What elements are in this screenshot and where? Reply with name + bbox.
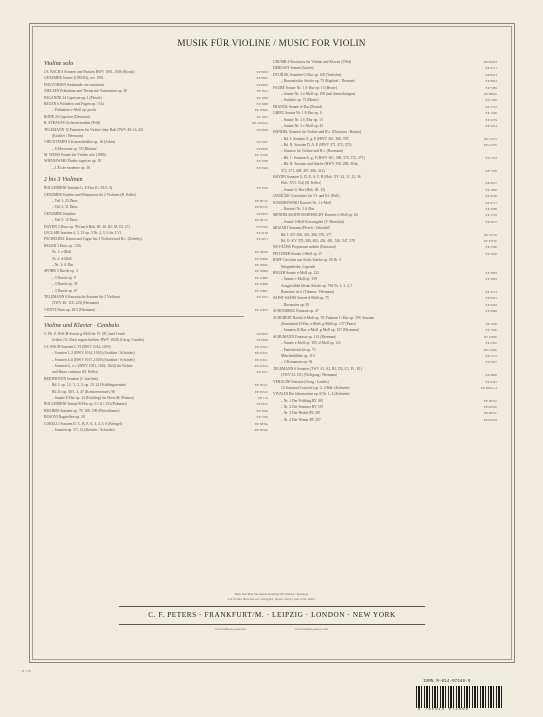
entry-title: – Fantasiestücke op. 73 bbox=[281, 347, 316, 352]
entry-catalogue-number: EP 1906 bbox=[485, 187, 497, 192]
entry-title: M. WEISS Sonate für Violine solo (1985) bbox=[44, 153, 106, 158]
entry-catalogue-number: EP 5811 bbox=[256, 89, 268, 94]
entry-title: KOMAROWSKI Konzert Nr. 1 e-Moll bbox=[273, 200, 331, 205]
entry-title: TELEMANN 6 Sonaten (TWV 41: A2, B1, D2, G1, F1, E1) bbox=[273, 366, 362, 371]
entry-title: RODE 24 Capricen (Davisson) bbox=[44, 114, 90, 119]
entry-title: Bd. I: KV 296, 301–306, 376, 377 bbox=[281, 232, 332, 237]
entry-title: Ausgewählte kleine Stücke op. 79d Nr. 1, 3, 4, 5 bbox=[281, 283, 353, 288]
entry-title: (TWV 40: 118–123) (Hermann) bbox=[52, 301, 100, 306]
entry-title: – Konzert Nr. 2 A-Dur bbox=[281, 206, 315, 211]
entry-catalogue-number: EP 156a bbox=[485, 322, 497, 327]
entry-catalogue-number: EP 2567 bbox=[256, 140, 268, 145]
entry-title: HÄNDEL Sonaten für Violine und B.c. (Davisson / Ramin) bbox=[273, 130, 361, 135]
entry-catalogue-number: EP 3031a bbox=[255, 383, 268, 388]
entry-catalogue-number: EP 8672b bbox=[254, 205, 268, 210]
entry-catalogue-number: EP 2279 bbox=[485, 117, 497, 122]
entry-catalogue-number: EP 10884 bbox=[254, 269, 268, 274]
entry-title: – 3 Romanzen op. 94 bbox=[281, 360, 313, 365]
section-divider bbox=[44, 316, 244, 317]
entry-title: CORELLI Sonaten D, C, B, F, A, 3, 4, 5, 6 (Klengel) bbox=[44, 421, 123, 426]
left-column bbox=[44, 59, 268, 433]
entry-catalogue-number: EP 8679 bbox=[256, 402, 268, 407]
entry-catalogue-number: EP 8681 bbox=[256, 76, 268, 81]
entry-catalogue-number: EP 156b bbox=[485, 328, 497, 333]
entry-title: Romanze in G (Thomas / Hermann) bbox=[281, 290, 335, 295]
entry-catalogue-number: EP 9993a bbox=[484, 91, 497, 96]
entry-catalogue-number: EP 4591d bbox=[254, 364, 268, 369]
entry-title: (früher J.S. Bach zugeschrieben, BWV 1020) (Gerig / Landes) bbox=[52, 338, 145, 343]
entry-catalogue-number: EP 9853 bbox=[256, 70, 268, 74]
entry-catalogue-number: EP 9017 bbox=[485, 181, 497, 186]
entry-title: WIENIAWSKI Études-caprices op. 18 bbox=[44, 159, 102, 164]
entry-catalogue-number: EP 2366b bbox=[483, 347, 497, 352]
entry-title: Märchenbilder op. 113 bbox=[281, 353, 315, 358]
entry-title: – Sonate F-Dur op. 24 (Frühling) für Horn (H. Pfitzner) bbox=[52, 395, 135, 400]
entry-title: Nr. 1: e-Moll bbox=[52, 250, 72, 255]
entry-catalogue-number: EP 4190a-b bbox=[252, 121, 268, 126]
entry-title: – Romantische Stücke op. 75 (Raphael / Thoman) bbox=[281, 79, 355, 84]
entry-title: CRUMB 4 Nocturnes für Violine und Klavier (1964) bbox=[273, 60, 352, 64]
entry-title: (Küchler / Hermann) bbox=[52, 133, 83, 138]
entry-catalogue-number: EP 6060 bbox=[485, 309, 497, 314]
entry-title: SCHUMANN Fantasie op. 131 (Hermann) bbox=[273, 334, 337, 339]
entry-title: – Nr. 3 Der Herbst RV 293 bbox=[281, 411, 321, 416]
entry-title: PAGANINI 24 Capricen op. 1 (Flesch) bbox=[44, 95, 102, 100]
entry-catalogue-number: EP 3985 bbox=[485, 277, 497, 282]
entry-catalogue-number: EP 4591b bbox=[254, 351, 268, 356]
entry-title: – Sonate f-Moll Erstausgabe (Y. Menuhin) bbox=[281, 219, 344, 224]
entry-title: – Bd. II: Sonaten und Stücke (HWV 358, 288, 364a, bbox=[281, 162, 359, 167]
entry-title: – Sonaten op. 5/7–12 (Kreisler / Schröder) bbox=[52, 427, 115, 432]
entry-catalogue-number: EP 9180 bbox=[485, 194, 497, 199]
entry-catalogue-number: EP 4780 bbox=[485, 206, 497, 211]
entry-title: GENZMER Sonatine bbox=[44, 211, 76, 216]
entry-title: – Bd. I: Sonaten A, g, E (HWV 361, 368, 370) bbox=[281, 136, 350, 141]
catalogue-entry bbox=[273, 417, 497, 423]
entry-title: – Nr. 1 Der Frühling RV 269 bbox=[281, 398, 324, 403]
entry-catalogue-number: EP 9055c bbox=[484, 411, 497, 416]
entry-catalogue-number: EP 3983 bbox=[485, 270, 497, 275]
entry-catalogue-number: EP 10886 bbox=[254, 282, 268, 287]
entry-catalogue-number: EP 8650 bbox=[256, 146, 268, 151]
entry-title: – Sonate Nr. 3 c-Moll op. 45 bbox=[281, 123, 324, 128]
entry-catalogue-number: EP 4965a–d bbox=[480, 385, 497, 390]
entry-catalogue-number: EP 3742 bbox=[485, 104, 497, 109]
entry-catalogue-number: EP 9055d bbox=[483, 417, 497, 422]
catalogue-note-en: For further titles see our catalogues, please contact your local dealer bbox=[228, 596, 315, 601]
entry-catalogue-number: EP 9303 bbox=[256, 224, 268, 229]
entry-title: – Sonaten 1–3 (BWV 1014–1016) (Stoddart / Schröder) bbox=[52, 351, 135, 356]
entry-title: – 6 Morceaux op. 55 (Dittmar) bbox=[52, 146, 98, 151]
entry-title: – Sonate Nr. 2 G-Dur op. 13 bbox=[281, 117, 323, 122]
entry-catalogue-number: EP 2372 bbox=[485, 353, 497, 358]
entry-catalogue-number: EP 9648 bbox=[256, 127, 268, 132]
entry-catalogue-number: EP 10873 bbox=[254, 307, 268, 312]
entry-title: GRIEG Sonate Nr. 1 F-Dur op. 8 bbox=[273, 111, 322, 116]
entry-title: – Havanaise op. 83 bbox=[281, 302, 310, 307]
entry-catalogue-number: EP 8672c bbox=[255, 218, 268, 223]
entry-catalogue-number: EP 4671 bbox=[256, 237, 268, 242]
entry-catalogue-number: EP 7333 bbox=[485, 155, 497, 160]
entry-title: J.S. BACH Sonaten I–VI (BWV 1014–1019) bbox=[44, 344, 111, 349]
entry-catalogue-number: EP 3969a bbox=[255, 250, 268, 255]
entry-catalogue-number: EP 3286 bbox=[256, 159, 268, 164]
entry-title: RAFF Cavatine aus Sechs Stücke op. 85 Nr. 3 bbox=[273, 258, 342, 263]
entry-catalogue-number: EP 9121 bbox=[485, 66, 497, 71]
entry-catalogue-number: EP 4157a bbox=[484, 136, 497, 141]
entry-catalogue-number: EP 3630 bbox=[485, 251, 497, 256]
entry-title: NIELSEN Präludium und Thema mit Variationen op. 48 bbox=[44, 89, 128, 94]
entry-catalogue-number: EP 9291 bbox=[485, 296, 497, 301]
entry-catalogue-number: EP 7439 bbox=[256, 415, 268, 420]
section-heading: 2 bis 3 Violinen bbox=[44, 176, 83, 184]
entry-catalogue-number: EP 66063 bbox=[483, 60, 497, 64]
entry-title: REGER Sonate e-Moll op. 122 bbox=[273, 270, 319, 275]
entry-title: – Sonate a-Moll op. 105, d-Moll op. 121 bbox=[281, 341, 341, 346]
entry-title: – 3 Duette op. 67 bbox=[52, 288, 78, 293]
entry-catalogue-number: EP 2368a bbox=[484, 334, 497, 339]
entry-catalogue-number: EP 9855 bbox=[256, 332, 268, 337]
entry-title: BOCCHERINI Sonate B-Dur op. 5/1 (G. 25) (Polnauer) bbox=[44, 402, 128, 407]
publisher-imprint: C. F. PETERS · FRANKFURT/M. · LEIPZIG · LONDON · NEW YORK bbox=[119, 606, 425, 625]
publisher-websites: www.edition-peters.de www.edition-peters.com bbox=[215, 627, 328, 631]
entry-catalogue-number: EP 2786 bbox=[485, 245, 497, 250]
entry-title: VIEUXTEMPS 6 Konzertetüden op. 16 (Arbós) bbox=[44, 140, 116, 145]
entry-title: VIOTTI Duos op. 20/3 (Hermann) bbox=[44, 307, 96, 312]
entry-title: BEETHOVEN Sonaten (J. Joachim) bbox=[44, 376, 98, 381]
entry-title: REGER 3 Duos op. 131b bbox=[44, 243, 82, 248]
entry-title: – 3 Duette op. 9 bbox=[52, 275, 76, 280]
entry-catalogue-number: EP 3969b bbox=[254, 256, 268, 261]
entry-catalogue-number: EP 1984 bbox=[256, 95, 268, 100]
entry-title: – Bd. 1: Sonaten A, g, F (HWV 361, 368, 370, 372, 373) bbox=[281, 155, 365, 160]
entry-title: GENZMER Sonate (1983/84), rev. 1991 bbox=[44, 76, 104, 81]
entry-title: – Bd. II: Sonaten D, A, E (HWV 371, 372, 373) bbox=[281, 143, 352, 148]
entry-title: BRAHMS Sonaten op. 78, 100, 108 (Fleischhauer) bbox=[44, 408, 120, 413]
entry-title: REGER 6 Präludien und Fugen op. 131a bbox=[44, 101, 105, 106]
barcode bbox=[416, 686, 502, 708]
entry-catalogue-number: EP 10478 bbox=[254, 153, 268, 158]
entry-catalogue-number: EP 3969c bbox=[255, 262, 268, 267]
entry-catalogue-number: EP 9077 bbox=[485, 219, 497, 224]
entry-title: R. STRAUSS Orchesterstudien (Prill) bbox=[44, 121, 101, 126]
entry-title: Bd. II: op. 30/1–3, 47 (Kreutzersonate), 96 bbox=[52, 389, 116, 394]
section-heading: Violine solo bbox=[44, 60, 74, 67]
entry-title: BOCCHERINI Sonaten G, E-Dur (G. 63/1–3) bbox=[44, 186, 113, 191]
entry-catalogue-number: EP 8913 bbox=[485, 72, 497, 77]
entry-title: – Andante op. 75 (Heuer) bbox=[281, 98, 319, 103]
entry-title: – Teil 3: 12 Duos bbox=[52, 218, 78, 223]
entry-catalogue-number: EP 10682 bbox=[254, 108, 268, 113]
entry-title: – Sonate G-Dur (Hob. III: 25) bbox=[281, 187, 326, 192]
entry-title: PACHELBEL Kanon und Gigue für 3 Violinen und B.c. (Zobeley) bbox=[44, 237, 143, 242]
print-code: H. 7/05 bbox=[22, 669, 31, 673]
entry-catalogue-number: EP 7336 bbox=[485, 168, 497, 173]
entry-title: 12 Sonaten (Concerti) op. 2, 4 Bde. (Kolneder) bbox=[281, 385, 351, 390]
entry-catalogue-number: EP 2407 bbox=[485, 360, 497, 365]
entry-catalogue-number: EP 3968 bbox=[256, 101, 268, 106]
entry-catalogue-number: EP 7400 bbox=[485, 98, 497, 103]
entry-catalogue-number: EP 3900 bbox=[256, 408, 268, 413]
entry-title: – Präludium e-Moll op. posth. bbox=[52, 108, 97, 113]
entry-title: LECLAIR Sonaten 4, 5, 12 op. 3 Nr. 2, 3, 6 für 2 Vl. bbox=[44, 230, 122, 235]
entry-catalogue-number: EP 9824 bbox=[485, 79, 497, 84]
entry-catalogue-number: EP 4345 bbox=[485, 379, 497, 384]
entry-title: – Nr. 3: A-Dur bbox=[52, 262, 74, 267]
entry-title: VIVALDI Die Jahreszeiten op. 8 Nr. 1–4 (Kolneder) bbox=[273, 392, 351, 397]
entry-title: 372, 371, 408, 407, 406, 412) bbox=[281, 168, 325, 173]
entry-title: DEBUSSY Sonate (Garrett) bbox=[273, 66, 315, 71]
page-title: MUSIK FÜR VIOLINE / MUSIC FOR VIOLIN bbox=[177, 38, 366, 48]
entry-catalogue-number: EP 9055b bbox=[483, 405, 497, 410]
entry-title: – Nr. 2 Der Sommer RV 315 bbox=[281, 405, 324, 410]
entry-title: und Basso continuo (H. Keller) bbox=[52, 370, 99, 375]
ismn-label: ISMN M-014-07246-9 bbox=[423, 679, 471, 684]
entry-catalogue-number: EP 9006 bbox=[485, 373, 497, 378]
right-column bbox=[273, 59, 497, 423]
barcode-number: 9 790014 072469 bbox=[418, 708, 470, 712]
entry-title: Nr. 2: d-Moll bbox=[52, 256, 72, 261]
entry-catalogue-number: EP 10887 bbox=[254, 288, 268, 293]
entry-catalogue-number: EP 2414 bbox=[485, 123, 497, 128]
entry-title: FAURÉ Sonate Nr. 1 A-Dur op. 13 (Heuer) bbox=[273, 85, 337, 90]
entry-title: – L'École moderne op. 10 bbox=[52, 165, 91, 170]
entry-title: – Teil 1: 25 Duos bbox=[52, 199, 78, 204]
entry-title: – Sonaten D-Dur, a-Moll, g-Moll op. 137 (Hermann) bbox=[281, 328, 360, 333]
entry-catalogue-number: EP 1340 bbox=[485, 111, 497, 116]
entry-title: HAYDN 3 Duos op. 99 (nach Hob. III: 40, III: 38, III: 27) bbox=[44, 224, 130, 229]
entry-title: Bd. II: KV 378–380, 402, 454, 481, 526, 547, 570 bbox=[281, 238, 355, 243]
entry-catalogue-number: EP 9055a bbox=[484, 398, 497, 403]
entry-title: SCHUBERT Rondo h-Moll op. 70, Fantasie C-Dur op. 159, Sonaten bbox=[273, 315, 375, 320]
entry-catalogue-number: EP 2367 bbox=[485, 341, 497, 346]
entry-title: – Teil 2: 31 Duos bbox=[52, 205, 78, 210]
entry-catalogue-number: EP 3836b bbox=[254, 427, 268, 432]
catalogue-entry bbox=[44, 307, 268, 313]
entry-title: – Nr. 4 Der Winter RV 297 bbox=[281, 417, 321, 422]
entry-title: Bd. I: op. 12 / 1, 2, 3; op. 23, 24 (Frühlingssonate) bbox=[52, 383, 127, 388]
entry-title: SPOHR 3 Duette op. 3 bbox=[44, 269, 78, 274]
catalogue-entry bbox=[44, 165, 268, 171]
entry-title: (Sonatinen) D-Dur, a-Moll, g-Moll op. 137 (Pauer) bbox=[281, 322, 357, 327]
entry-title: TELEMANN 6 Kanonische Sonaten für 2 Violinen bbox=[44, 294, 120, 299]
entry-catalogue-number: EP 3836a bbox=[255, 421, 268, 426]
entry-catalogue-number: EP 4158 bbox=[256, 230, 268, 235]
entry-title: HALVORSEN Sarabande con variazioni bbox=[44, 82, 105, 87]
catalogue-entry bbox=[44, 427, 268, 433]
entry-catalogue-number: EP 3315a bbox=[484, 232, 497, 237]
entry-title: – Sonate Nr. 2 e-Moll op. 108 (mit Anmerkungen) bbox=[281, 91, 356, 96]
entry-title: VERACINI Sonaten (Gerig / Landes) bbox=[273, 379, 329, 384]
entry-catalogue-number: EP 8672a bbox=[255, 199, 268, 204]
entry-title: SAINT-SAËNS Sonate d-Moll op. 75 bbox=[273, 296, 329, 301]
entry-title: TELEMANN 12 Fantasien für Violine ohne Baß (TWV 40: 14–25) bbox=[44, 127, 144, 132]
entry-catalogue-number: EP 10885 bbox=[254, 275, 268, 280]
entry-title: (TWV 41: D1) (Wolfgang / Hermann) bbox=[281, 373, 338, 378]
entry-title: – Sonaten G, e, c (BWV 1021, 1023, 1024) für Violine bbox=[52, 364, 133, 369]
entry-title: C. Ph. E. BACH Sonate g-Moll für Vl. (Fl.) und Cemb. bbox=[44, 332, 126, 337]
entry-catalogue-number: EP 3031b bbox=[254, 389, 268, 394]
entry-catalogue-number: EP 1041 bbox=[256, 114, 268, 119]
entry-title: – Sonaten 4–6 (BWV 1017–1019) (Stoddart / Schröder) bbox=[52, 357, 135, 362]
entry-title: Hob. XVI: 15a) (H. Keller) bbox=[281, 181, 322, 186]
entry-catalogue-number: EP 4157b bbox=[483, 143, 497, 148]
entry-catalogue-number: EP 9856 bbox=[256, 338, 268, 343]
entry-title: DVOŘÁK Sonatine G-Dur op. 100 (Varholm) bbox=[273, 72, 342, 77]
entry-title: Wiegenlieder, Legende bbox=[281, 264, 316, 269]
entry-title: MENDELSSOHN BARTHOLDY Konzert e-Moll op. 64 bbox=[273, 213, 358, 218]
entry-title: SCHÖNBERG Fantasie op. 47 bbox=[273, 309, 319, 314]
entry-title: NOVÁČEK Perpetuum mobile (Davisson) bbox=[273, 245, 337, 250]
entry-title: HAYDN Sonaten G, D, E, A, F, B (Hob. XV: 32, 11, 12, 36 bbox=[273, 175, 361, 180]
entry-catalogue-number: EP 4213 bbox=[485, 290, 497, 295]
entry-catalogue-number: EP 3315b bbox=[483, 238, 497, 243]
catalogue-note bbox=[0, 592, 543, 601]
entry-catalogue-number: EP 8063 bbox=[256, 82, 268, 87]
entry-catalogue-number: EP 135 bbox=[258, 395, 268, 400]
entry-catalogue-number: EP 4717 bbox=[485, 200, 497, 205]
entry-catalogue-number: EP 8673 bbox=[256, 211, 268, 216]
entry-title: PFITZNER Sonate e-Moll op. 27 bbox=[273, 251, 323, 256]
entry-title: – 3 Duette op. 39 bbox=[52, 282, 78, 287]
entry-catalogue-number: EP 3300 bbox=[256, 165, 268, 170]
section-heading: Violine und Klavier · Cembalo bbox=[44, 322, 120, 330]
entry-title: J.S. BACH 3 Sonaten und Partiten BWV 1001–1006 (Rostal) bbox=[44, 70, 135, 74]
entry-title: JANÁČEK Concertino für Vl. und Kl. (Prill) bbox=[273, 194, 340, 199]
catalogue-note-de: Bitte beachten Sie unsere Kataloge für Violine / Kataloge bbox=[234, 592, 309, 596]
entry-title: BUSONI Bagatellen op. 28 bbox=[44, 415, 85, 420]
entry-title: – Sonaten für Violine und B.c. (Bormann) bbox=[281, 149, 343, 154]
entry-catalogue-number: EP 4591 bbox=[256, 370, 268, 375]
entry-catalogue-number: EP 9292 bbox=[485, 302, 497, 307]
entry-title: GENZMER Studien und Miniaturen für 2 Violinen (H. Keller) bbox=[44, 192, 137, 197]
entry-title: FRANCK Sonate A-Dur (Rostal) bbox=[273, 104, 323, 109]
entry-title: – Sonate c-Moll op. 139 bbox=[281, 277, 317, 282]
entry-catalogue-number: EP 4591c bbox=[255, 357, 268, 362]
entry-catalogue-number: EP 3330 bbox=[256, 186, 268, 191]
entry-catalogue-number: EP 4351 bbox=[256, 294, 268, 299]
entry-catalogue-number: EP 4591a bbox=[255, 344, 268, 349]
entry-catalogue-number: EP 1732 bbox=[485, 213, 497, 218]
entry-catalogue-number: EP 7485 bbox=[485, 85, 497, 90]
entry-title: MOZART Sonaten (Flesch / Schnabel) bbox=[273, 226, 331, 231]
